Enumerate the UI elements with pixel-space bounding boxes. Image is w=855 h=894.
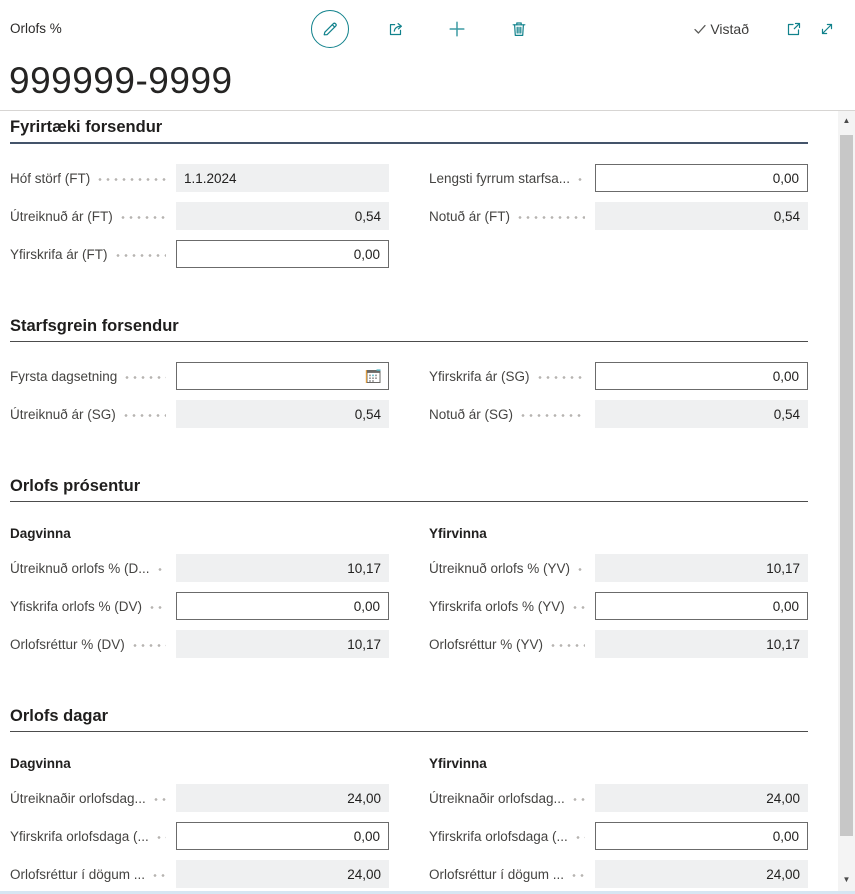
field-value: 0,54 [595,202,808,230]
field-row [429,630,808,658]
field-label: Lengsti fyrrum starfsa... [429,170,571,186]
edit-button[interactable] [311,10,349,48]
field-column [429,362,808,428]
field-row [429,554,808,582]
field-label: Yfiskrifa orlofs % (DV) [10,598,143,614]
dotted-leader [96,178,166,181]
field-label: Yfirskrifa ár (FT) [10,246,108,262]
group-title: Dagvinna [10,526,71,541]
sections [0,111,838,894]
field-label: Útreiknaðir orlofsdag... [429,790,565,806]
field-label: Útreiknuð ár (SG) [10,406,116,422]
field-row [429,164,808,192]
field-value: 24,00 [595,784,808,812]
dotted-leader [122,414,166,417]
field-column [429,522,808,658]
field-label: Fyrsta dagsetning [10,368,118,384]
field-input[interactable] [176,822,389,850]
field-label: Orlofsréttur í dögum ... [10,866,146,882]
resize-icon [818,20,836,38]
section-title-fyrirtaeki-forsendur[interactable]: Fyrirtæki forsendur [10,117,808,144]
field-row [10,400,389,428]
group-title: Yfirvinna [429,526,487,541]
field-value: 1.1.2024 [176,164,389,192]
field-label: Yfirskrifa orlofsdaga (... [429,828,568,844]
save-status [693,21,749,37]
field-value: 10,17 [176,554,389,582]
section-title-orlofs-prosentur[interactable]: Orlofs prósentur [10,476,808,502]
add-icon [447,19,467,39]
saved-label: Vistað [710,21,749,37]
field-label: Útreiknuð orlofs % (YV) [429,560,571,576]
section-columns [10,362,808,428]
fasttab-starfsgrein-forsendur [10,316,808,428]
field-input[interactable] [595,362,808,390]
field-label: Útreiknaðir orlofsdag... [10,790,146,806]
action-bar [311,10,529,48]
field-label: Notuð ár (SG) [429,406,514,422]
field-row [10,630,389,658]
field-label: Útreiknuð ár (FT) [10,208,113,224]
edit-icon [320,19,340,39]
field-label: Útreiknuð orlofs % (D... [10,560,150,576]
field-column [10,522,389,658]
field-value: 0,54 [595,400,808,428]
field-input[interactable] [595,164,808,192]
dotted-leader [536,376,585,379]
fasttab-orlofs-prosentur [10,476,808,658]
field-column [10,164,389,268]
dotted-leader [570,874,585,877]
field-value: 0,54 [176,400,389,428]
field-label: Yfirskrifa orlofs % (YV) [429,598,565,614]
scroll-up-arrow-icon[interactable]: ▲ [842,116,851,125]
field-row [10,784,389,812]
scroll-down-arrow-icon[interactable]: ▼ [842,875,851,884]
dotted-leader [516,216,585,219]
field-label: Notuð ár (FT) [429,208,511,224]
group-title: Dagvinna [10,756,71,771]
dotted-leader [574,836,585,839]
group-title: Yfirvinna [429,756,487,771]
field-label: Hóf störf (FT) [10,170,91,186]
dotted-leader [123,376,166,379]
page-body [0,110,855,894]
field-input[interactable] [595,822,808,850]
field-column [429,164,808,268]
field-column [10,752,389,888]
dotted-leader [148,606,166,609]
resize-button[interactable] [818,20,836,38]
field-value: 10,17 [176,630,389,658]
dotted-leader [151,874,166,877]
popout-icon [785,20,803,38]
page-header [0,0,855,58]
section-title-orlofs-dagar[interactable]: Orlofs dagar [10,706,808,732]
field-value: 24,00 [595,860,808,888]
share-icon [386,19,406,39]
field-row [429,362,808,390]
field-row [10,860,389,888]
field-row [429,592,808,620]
page-title: 999999-9999 [9,60,233,101]
delete-button[interactable] [509,19,529,39]
field-row [429,400,808,428]
new-record-button[interactable] [447,19,467,39]
dotted-leader [571,798,585,801]
section-columns [10,752,808,888]
field-label: Yfirskrifa orlofsdaga (... [10,828,149,844]
field-row [10,240,389,268]
dotted-leader [519,414,585,417]
field-value: 0,54 [176,202,389,230]
date-field [176,362,389,390]
field-value: 10,17 [595,630,808,658]
field-row [10,822,389,850]
dotted-leader [131,644,166,647]
dotted-leader [576,568,585,571]
fasttab-fyrirtaeki-forsendur [10,117,808,268]
share-button[interactable] [386,19,406,39]
field-label: Orlofsréttur % (YV) [429,636,544,652]
field-label: Orlofsréttur % (DV) [10,636,125,652]
field-input[interactable] [595,592,808,620]
field-row [429,784,808,812]
date-input[interactable] [185,369,365,384]
saved-check-icon [693,22,707,36]
section-columns [10,164,808,268]
field-input[interactable] [176,240,389,268]
dotted-leader [114,254,167,257]
vertical-scrollbar[interactable] [838,111,855,894]
field-value: 10,17 [595,554,808,582]
page-caption: Orlofs % [10,21,62,36]
scrollbar-thumb[interactable] [840,135,853,836]
field-column [10,362,389,428]
field-column [429,752,808,888]
field-row [10,202,389,230]
field-input[interactable] [176,592,389,620]
section-title-starfsgrein-forsendur[interactable]: Starfsgrein forsendur [10,316,808,342]
field-value: 24,00 [176,860,389,888]
popout-button[interactable] [785,20,803,38]
dotted-leader [571,606,585,609]
field-label: Yfirskrifa ár (SG) [429,368,530,384]
delete-icon [509,19,529,39]
fasttab-orlofs-dagar [10,706,808,888]
field-row [10,592,389,620]
dotted-leader [549,644,585,647]
field-label: Orlofsréttur í dögum ... [429,866,565,882]
window-controls [693,20,836,38]
field-row [429,202,808,230]
field-row [429,860,808,888]
field-row [10,554,389,582]
dotted-leader [156,568,166,571]
calendar-icon[interactable] [365,368,382,384]
dotted-leader [576,178,585,181]
field-row [10,362,389,390]
dotted-leader [152,798,166,801]
section-columns [10,522,808,658]
dotted-leader [155,836,166,839]
field-row [10,164,389,192]
field-row [429,822,808,850]
dotted-leader [119,216,166,219]
field-value: 24,00 [176,784,389,812]
